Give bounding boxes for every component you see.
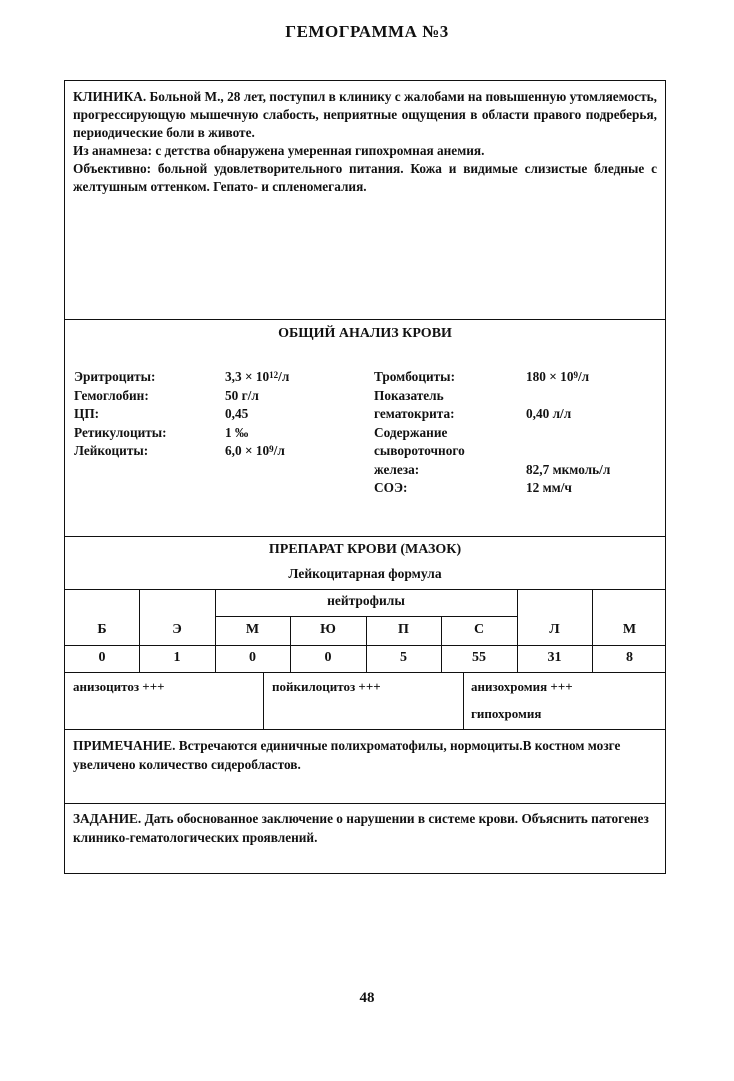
label-leukocytes: Лейкоциты: bbox=[74, 443, 149, 458]
label-reticulocytes: Ретикулоциты: bbox=[74, 424, 167, 440]
table-cell: 31 bbox=[547, 650, 562, 665]
divider bbox=[65, 589, 665, 590]
leukocyte-formula-heading: Лейкоцитарная формула bbox=[288, 566, 442, 581]
table-cell: 0 bbox=[249, 650, 256, 665]
blood-right-labels bbox=[374, 368, 465, 498]
label-erythrocytes: Эритроциты: bbox=[74, 369, 156, 384]
blood-left-labels bbox=[74, 368, 167, 461]
value-platelets: $180 \times 10^9/л$ bbox=[526, 369, 590, 384]
note-text: ПРИМЕЧАНИЕ. Встречаются единичные полихроматофилы, нормоциты.В костном мозге увеличено количество сидеробластов. bbox=[73, 738, 621, 772]
divider bbox=[263, 672, 264, 729]
column-header: С bbox=[473, 622, 485, 637]
column-header: М bbox=[245, 622, 260, 637]
table-cell: 1 bbox=[173, 650, 181, 665]
morphology-anisocytosis: анизоцитоз +++ bbox=[73, 679, 165, 694]
table-cell: 0 bbox=[98, 650, 106, 665]
label-iron-3: железа: bbox=[374, 461, 420, 477]
value-erythrocytes: $3,3 \times 10^{12}/л$ bbox=[225, 369, 290, 384]
value-cp: 0,45 bbox=[225, 406, 249, 421]
page-number: 48 bbox=[359, 990, 375, 1006]
blood-analysis-heading: ОБЩИЙ АНАЛИЗ КРОВИ bbox=[278, 326, 452, 341]
label-cp: ЦП: bbox=[74, 406, 100, 421]
morphology-poikilocytosis: пойкилоцитоз +++ bbox=[272, 679, 381, 694]
column-header: Э bbox=[172, 622, 182, 637]
label-iron-1: Содержание bbox=[374, 424, 448, 440]
label-hematocrit-1: Показатель bbox=[374, 387, 444, 403]
clinic-section bbox=[65, 81, 665, 319]
morphology-hypochromia: гипохромия bbox=[471, 706, 542, 721]
hemogram-frame bbox=[64, 80, 666, 874]
label-platelets: Тромбоциты: bbox=[374, 369, 455, 384]
column-header: М bbox=[622, 622, 637, 637]
clinic-complaints: КЛИНИКА. Больной М., 28 лет, поступил в клинику с жалобами на повышенную утомляемость, прогрессирующую мышечную слабость, неприятные ощущения в области правого подреберья, периодические боли в животе. bbox=[73, 89, 657, 140]
neutrophils-header: нейтрофилы bbox=[327, 593, 405, 608]
value-esr: 12 мм/ч bbox=[526, 480, 572, 495]
table-cell: 0 bbox=[324, 650, 332, 665]
value-serum-iron: 82,7 мкмоль/л bbox=[526, 461, 611, 477]
column-header: Ю bbox=[320, 622, 336, 637]
divider bbox=[65, 729, 665, 730]
value-leukocytes: $6,0 \times 10^9/л$ bbox=[225, 443, 285, 458]
column-header: Л bbox=[549, 622, 560, 637]
label-hemoglobin: Гемоглобин: bbox=[74, 387, 149, 403]
table-cell: 8 bbox=[626, 650, 633, 665]
clinic-objective: Объективно: больной удовлетворительного питания. Кожа и видимые слизистые бледные с желтушным оттенком. Гепато- и спленомегалия. bbox=[73, 161, 657, 194]
divider bbox=[65, 645, 665, 646]
value-reticulocytes: 1 ‰ bbox=[225, 424, 249, 440]
smear-heading: ПРЕПАРАТ КРОВИ (МАЗОК) bbox=[268, 542, 462, 557]
page-title: ГЕМОГРАММА №3 bbox=[285, 22, 449, 41]
column-header: П bbox=[398, 622, 409, 637]
clinic-anamnesis: Из анамнеза: с детства обнаружена умеренная гипохромная анемия. bbox=[73, 143, 485, 158]
divider bbox=[65, 672, 665, 673]
blood-right-values bbox=[526, 368, 610, 498]
label-esr: СОЭ: bbox=[374, 480, 408, 495]
divider bbox=[65, 536, 665, 537]
task-text: ЗАДАНИЕ. Дать обоснованное заключение о нарушении в системе крови. Объяснить патогенез клинико-гематологических проявлений. bbox=[73, 811, 649, 845]
morphology-anisochromia: анизохромия +++ bbox=[471, 679, 573, 694]
divider bbox=[65, 803, 665, 804]
table-cell: 5 bbox=[400, 650, 407, 665]
blood-left-values bbox=[225, 368, 289, 461]
divider bbox=[65, 319, 665, 320]
divider bbox=[463, 672, 464, 729]
label-hematocrit-2: гематокрита: bbox=[374, 406, 455, 421]
value-hemoglobin: 50 г/л bbox=[225, 387, 259, 403]
value-hematocrit: 0,40 л/л bbox=[526, 406, 572, 421]
column-header: Б bbox=[97, 622, 107, 637]
table-cell: 55 bbox=[472, 650, 486, 665]
label-iron-2: сывороточного bbox=[374, 443, 465, 458]
